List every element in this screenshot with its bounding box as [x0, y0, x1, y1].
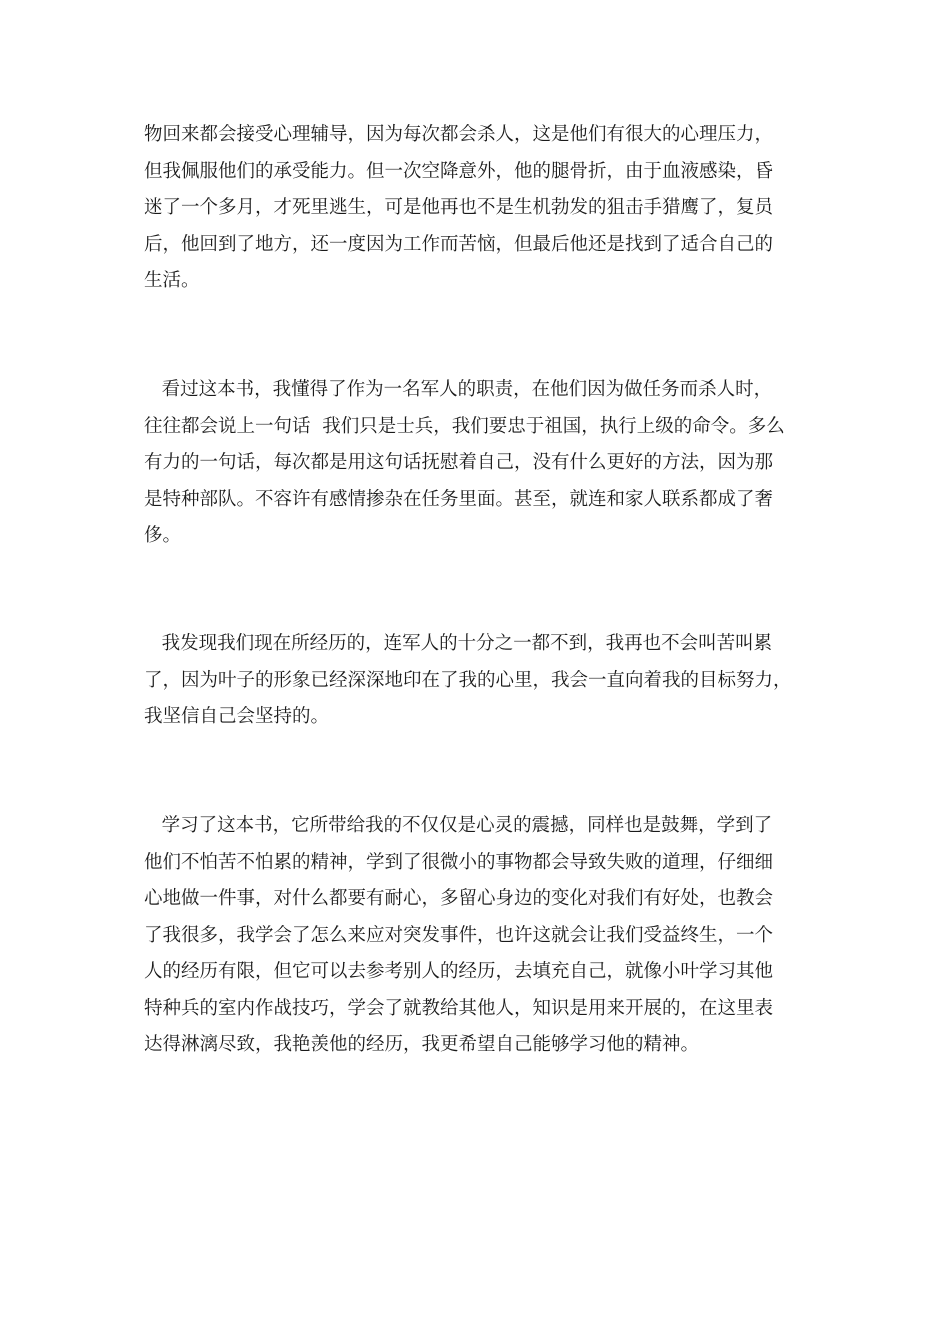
paragraph-line: 学习了这本书，它所带给我的不仅仅是心灵的震撼，同样也是鼓舞，学到了 — [144, 815, 773, 836]
paragraph-line: 了我很多，我学会了怎么来应对突发事件，也许这就会让我们受益终生，一个 — [144, 924, 774, 946]
paragraph-line: 生活。 — [144, 270, 200, 291]
paragraph-line: 心地做一件事，对什么都要有耐心，多留心身边的变化对我们有好处，也教会 — [144, 888, 774, 909]
paragraph-2 — [144, 372, 814, 555]
paragraph-1 — [144, 117, 814, 300]
paragraph-line: 往往都会说上一句话 我们只是士兵，我们要忠于祖国，执行上级的命令。多么 — [144, 415, 785, 437]
paragraph-line: 侈。 — [144, 525, 182, 546]
paragraph-line: 后，他回到了地方，还一度因为工作而苦恼，但最后他还是找到了适合自己的 — [144, 233, 774, 255]
paragraph-line: 看过这本书，我懂得了作为一名军人的职责，在他们因为做任务而杀人时， — [144, 379, 773, 400]
paragraph-line: 人的经历有限，但它可以去参考别人的经历，去填充自己，就像小叶学习其他 — [144, 961, 774, 982]
paragraph-line: 迷了一个多月，才死里逃生，可是他再也不是生机勃发的狙击手猎鹰了，复员 — [144, 197, 774, 218]
paragraph-line: 特种兵的室内作战技巧，学会了就教给其他人，知识是用来开展的，在这里表 — [144, 997, 774, 1019]
paragraph-line: 达得淋漓尽致，我艳羡他的经历，我更希望自己能够学习他的精神。 — [144, 1034, 700, 1055]
paragraph-line: 他们不怕苦不怕累的精神，学到了很微小的事物都会导致失败的道理，仔细细 — [144, 851, 774, 873]
paragraph-line: 我发现我们现在所经历的，连军人的十分之一都不到，我再也不会叫苦叫累 — [144, 633, 773, 654]
paragraph-line: 物回来都会接受心理辅导，因为每次都会杀人，这是他们有很大的心理压力， — [144, 124, 774, 145]
paragraph-line: 但我佩服他们的承受能力。但一次空降意外，他的腿骨折，由于血液感染，昏 — [144, 160, 774, 182]
paragraph-4 — [144, 808, 814, 1064]
paragraph-line: 了，因为叶子的形象已经深深地印在了我的心里，我会一直向着我的目标努力， — [144, 669, 792, 691]
paragraph-line: 是特种部队。不容许有感情掺杂在任务里面。甚至，就连和家人联系都成了奢 — [144, 488, 774, 510]
paragraph-3 — [144, 626, 814, 736]
paragraph-line: 我坚信自己会坚持的。 — [144, 706, 330, 727]
paragraph-line: 有力的一句话，每次都是用这句话抚慰着自己，没有什么更好的方法，因为那 — [144, 452, 774, 473]
